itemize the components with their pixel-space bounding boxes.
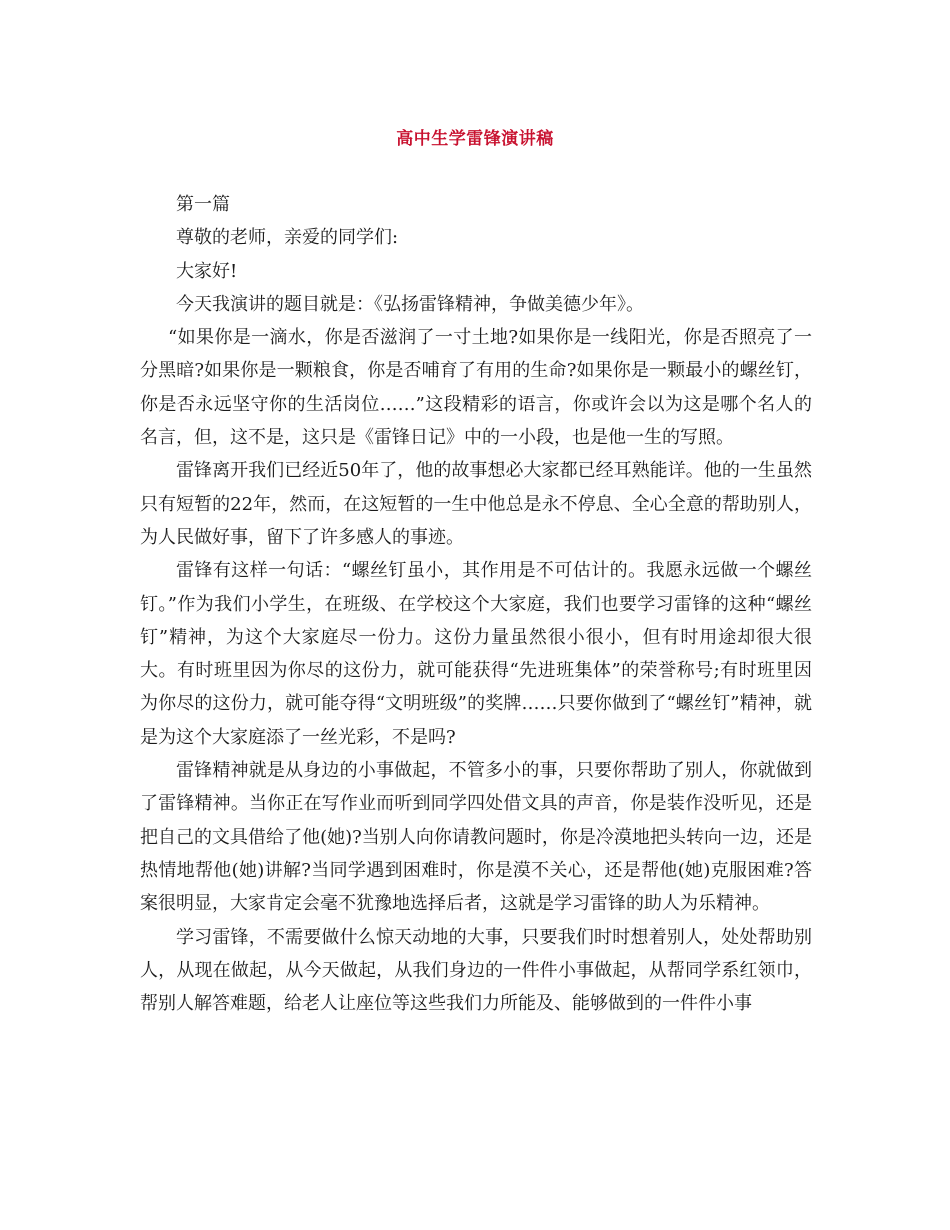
body-paragraph: 学习雷锋，不需要做什么惊天动地的大事，只要我们时时想着别人，处处帮助别人，从现在做起，从今天做起，从我们身边的一件件小事做起，从帮同学系红领巾，帮别人解答难题，给老人让座位等这些我们力所能及、能够做到的一件件小事 — [140, 926, 812, 1015]
salutation: 尊敬的老师，亲爱的同学们: — [176, 227, 399, 249]
document-body — [140, 188, 812, 1020]
body-paragraph: “如果你是一滴水，你是否滋润了一寸土地?如果你是一线阳光，你是否照亮了一分黑暗?如果你是一颗粮食，你是否哺育了有用的生命?如果你是一颗最小的螺丝钉，你是否永远坚守你的生活岗位……”这段精彩的语言，你或许会以为这是哪个名人的名言，但，这不是，这只是《雷锋日记》中的一小段，也是他一生的写照。 — [140, 327, 812, 449]
body-paragraph: 雷锋有这样一句话：“螺丝钉虽小，其作用是不可估计的。我愿永远做一个螺丝钉。”作为我们小学生，在班级、在学校这个大家庭，我们也要学习雷锋的这种“螺丝钉”精神，为这个大家庭尽一份力。这份力量虽然很小很小，但有时用途却很大很大。有时班里因为你尽的这份力，就可能获得“先进班集体”的荣誉称号;有时班里因为你尽的这份力，就可能夺得“文明班级”的奖牌……只要你做到了“螺丝钉”精神，就是为这个大家庭添了一丝光彩，不是吗? — [140, 560, 812, 748]
speech-topic: 今天我演讲的题目就是：《弘扬雷锋精神，争做美德少年》。 — [176, 293, 644, 315]
section-heading: 第一篇 — [176, 194, 230, 215]
greeting: 大家好! — [176, 260, 238, 282]
body-paragraph: 雷锋离开我们已经近50年了，他的故事想必大家都已经耳熟能详。他的一生虽然只有短暂的22年，然而，在这短暂的一生中他总是永不停息、全心全意的帮助别人，为人民做好事，留下了许多感人的事迹。 — [140, 460, 812, 548]
document-title: 高中生学雷锋演讲稿 — [396, 129, 554, 149]
body-paragraph: 雷锋精神就是从身边的小事做起，不管多小的事，只要你帮助了别人，你就做到了雷锋精神。当你正在写作业而听到同学四处借文具的声音，你是装作没听见，还是把自己的文具借给了他(她)?当别人向你请教问题时，你是冷漠地把头转向一边，还是热情地帮他(她)讲解?当同学遇到困难时，你是漠不关心，还是帮他(她)克服困难?答案很明显，大家肯定会毫不犹豫地选择后者，这就是学习雷锋的助人为乐精神。 — [140, 760, 812, 915]
